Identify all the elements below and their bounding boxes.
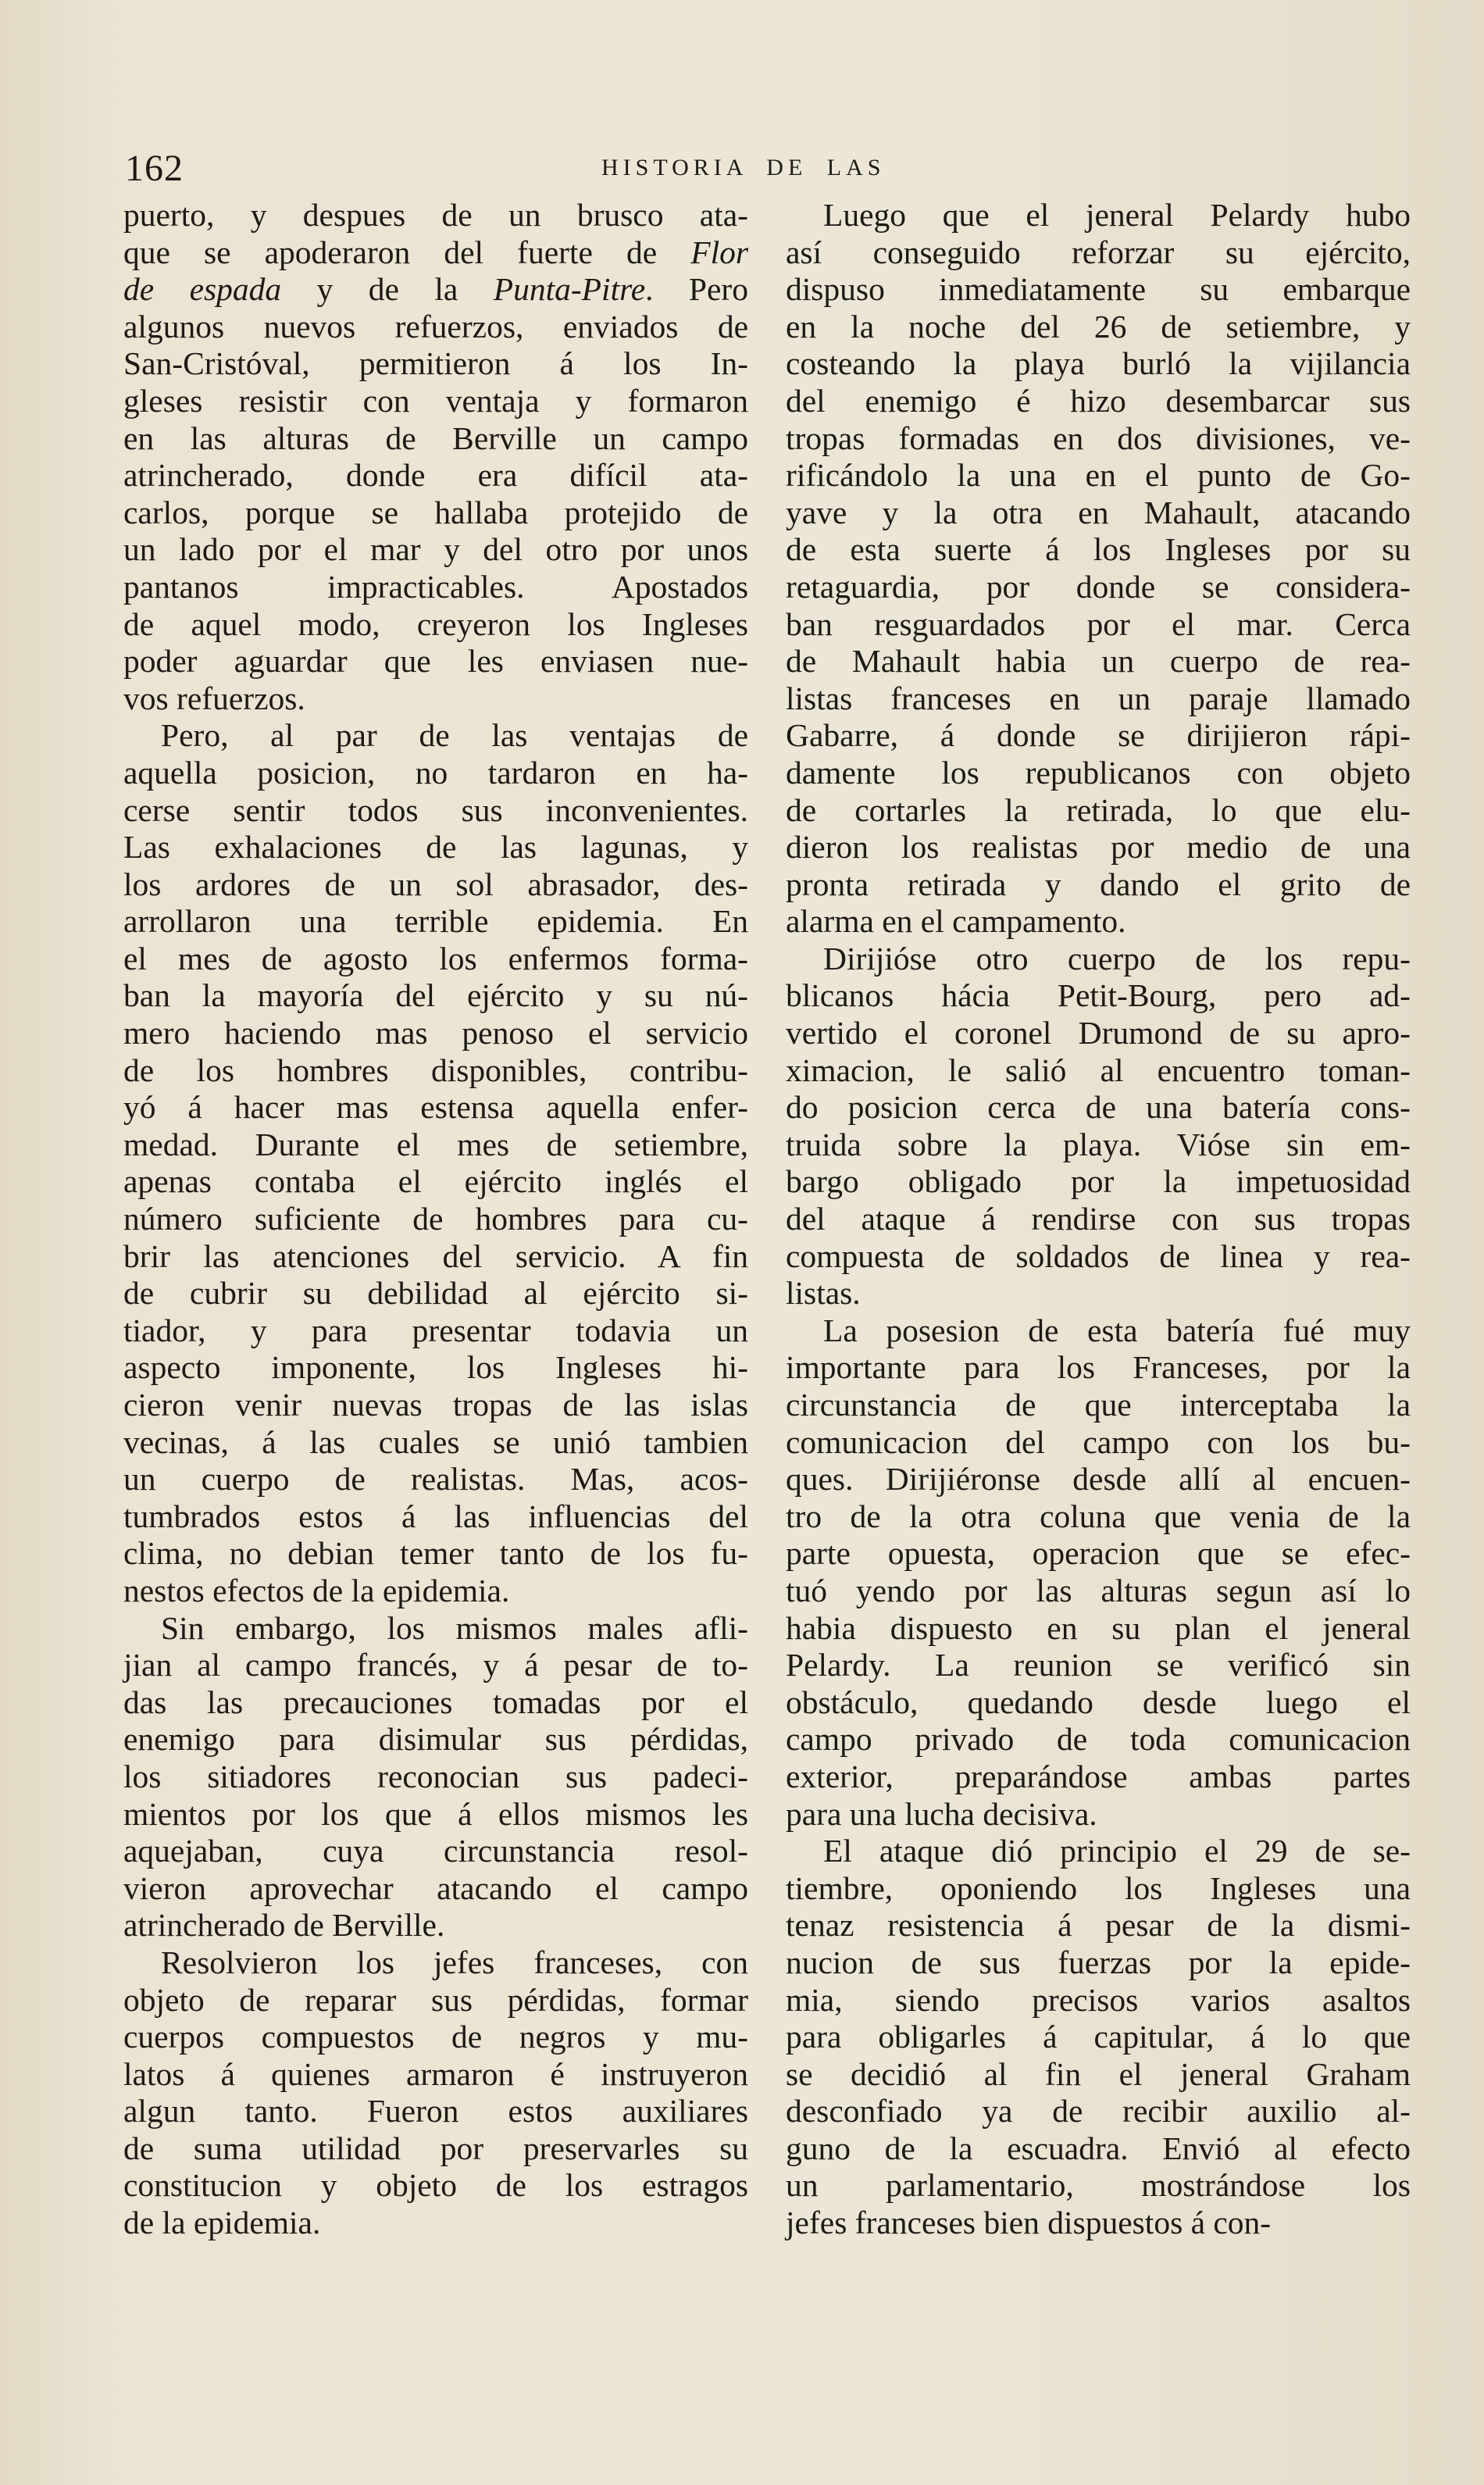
text-line: El ataque dió principio el 29 de se- (823, 1833, 1411, 1869)
text-line: de Mahault habia un cuerpo de rea- (786, 643, 1411, 680)
running-title: HISTORIA DE LAS (601, 155, 886, 180)
text-line: algunos nuevos refuerzos, enviados de (123, 308, 748, 345)
text-line: gleses resistir con ventaja y formaron (123, 382, 748, 419)
left-paragraph (123, 1944, 748, 2242)
text-line: mia, siendo precisos varios asaltos (786, 1981, 1411, 2018)
page-number: 162 (125, 148, 184, 189)
text-line: habia dispuesto en su plan el jeneral (786, 1609, 1411, 1646)
text-line: cieron venir nuevas tropas de las islas (123, 1387, 748, 1423)
text-line: algun tanto. Fueron estos auxiliares (123, 2093, 748, 2130)
text-line: jian al campo francés, y á pesar de to- (123, 1647, 748, 1683)
text-line: un cuerpo de realistas. Mas, acos- (123, 1461, 748, 1498)
text-line: de los hombres disponibles, contribu- (123, 1051, 748, 1088)
text-line: cuerpos compuestos de negros y mu- (123, 2019, 748, 2055)
text-line: importante para los Franceses, por la (786, 1349, 1411, 1386)
text-line: listas. (786, 1275, 861, 1312)
text-line: aquella posicion, no tardaron en ha- (123, 754, 748, 791)
text-line: truida sobre la playa. Vióse sin em- (786, 1126, 1411, 1162)
text-line: nucion de sus fuerzas por la epide- (786, 1944, 1411, 1980)
text-line: tiembre, oponiendo los Ingleses una (786, 1869, 1411, 1906)
text-line: de suma utilidad por preservarles su (123, 2130, 748, 2166)
right-paragraph (786, 1312, 1411, 1833)
text-line: pantanos impracticables. Apostados (123, 568, 748, 605)
text-line: número suficiente de hombres para cu- (123, 1201, 748, 1237)
text-line: que se apoderaron del fuerte de Flor (123, 234, 748, 270)
text-line: objeto de reparar sus pérdidas, formar (123, 1981, 748, 2018)
text-line: tuó yendo por las alturas segun así lo (786, 1572, 1411, 1608)
right-paragraph (786, 197, 1411, 941)
text-line: ques. Dirijiéronse desde allí al encuen- (786, 1461, 1411, 1498)
text-line: yó á hacer mas estensa aquella enfer- (123, 1089, 748, 1126)
text-line: atrincherado, donde era difícil ata- (123, 457, 748, 494)
text-line: alarma en el campamento. (786, 903, 1126, 940)
text-line: desconfiado ya de recibir auxilio al- (786, 2093, 1411, 2130)
text-line: tumbrados estos á las influencias del (123, 1498, 748, 1534)
text-line: bargo obligado por la impetuosidad (786, 1163, 1411, 1200)
text-line: La posesion de esta batería fué muy (823, 1312, 1411, 1348)
text-line: de esta suerte á los Ingleses por su (786, 531, 1411, 568)
left-text-column (123, 197, 748, 2242)
right-paragraph (786, 941, 1411, 1312)
text-line: puerto, y despues de un brusco ata- (123, 197, 748, 233)
text-line: dieron los realistas por medio de una (786, 829, 1411, 866)
text-line: circunstancia de que interceptaba la (786, 1387, 1411, 1423)
text-line: mientos por los que á ellos mismos les (123, 1795, 748, 1832)
text-line: latos á quienes armaron é instruyeron (123, 2055, 748, 2092)
right-text-column (786, 197, 1411, 2242)
text-line: enemigo para disimular sus pérdidas, (123, 1721, 748, 1758)
right-paragraph (786, 1833, 1411, 2242)
text-line: comunicacion del campo con los bu- (786, 1423, 1411, 1460)
text-line: tro de la otra coluna que venia de la (786, 1498, 1411, 1534)
text-line: jefes franceses bien dispuestos á con- (786, 2205, 1272, 2241)
text-line: de aquel modo, creyeron los Ingleses (123, 605, 748, 642)
text-line: en la noche del 26 de setiembre, y (786, 308, 1411, 345)
text-line: apenas contaba el ejército inglés el (123, 1163, 748, 1200)
text-line: Luego que el jeneral Pelardy hubo (823, 197, 1411, 233)
text-line: medad. Durante el mes de setiembre, (123, 1126, 748, 1162)
text-line: de la epidemia. (123, 2205, 321, 2241)
text-line: parte opuesta, operacion que se efec- (786, 1535, 1411, 1572)
text-line: costeando la playa burló la vijilancia (786, 345, 1411, 382)
text-line: ximacion, le salió al encuentro toman- (786, 1051, 1411, 1088)
text-line: los ardores de un sol abrasador, des- (123, 866, 748, 902)
text-line: Gabarre, á donde se dirijieron rápi- (786, 717, 1411, 754)
text-line: del enemigo é hizo desembarcar sus (786, 382, 1411, 419)
text-line: San-Cristóval, permitieron á los In- (123, 345, 748, 382)
text-line: del ataque á rendirse con sus tropas (786, 1201, 1411, 1237)
text-line: vos refuerzos. (123, 680, 305, 716)
text-line: Pero, al par de las ventajas de (161, 717, 748, 754)
text-line: pronta retirada y dando el grito de (786, 866, 1411, 902)
text-line: de espada y de la Punta-Pitre. Pero (123, 271, 748, 308)
text-line: damente los republicanos con objeto (786, 754, 1411, 791)
text-line: un parlamentario, mostrándose los (786, 2167, 1411, 2204)
left-paragraph (123, 1610, 748, 1944)
text-line: exterior, preparándose ambas partes (786, 1758, 1411, 1794)
text-line: aspecto imponente, los Ingleses hi- (123, 1349, 748, 1386)
text-line: para obligarles á capitular, á lo que (786, 2019, 1411, 2055)
text-line: Sin embargo, los mismos males afli- (161, 1609, 748, 1646)
text-line: el mes de agosto los enfermos forma- (123, 940, 748, 977)
text-line: vertido el coronel Drumond de su apro- (786, 1015, 1411, 1051)
text-line: blicanos hácia Petit-Bourg, pero ad- (786, 977, 1411, 1014)
text-line: tropas formadas en dos divisiones, ve- (786, 420, 1411, 456)
text-line: vieron aprovechar atacando el campo (123, 1869, 748, 1906)
text-line: rificándolo la una en el punto de Go- (786, 457, 1411, 494)
text-line: yave y la otra en Mahault, atacando (786, 494, 1411, 530)
text-line: cerse sentir todos sus inconvenientes. (123, 791, 748, 828)
text-line: mero haciendo mas penoso el servicio (123, 1015, 748, 1051)
text-line: vecinas, á las cuales se unió tambien (123, 1423, 748, 1460)
text-line: arrollaron una terrible epidemia. En (123, 903, 748, 940)
text-line: se decidió al fin el jeneral Graham (786, 2055, 1411, 2092)
text-line: los sitiadores reconocian sus padeci- (123, 1758, 748, 1794)
text-line: clima, no debian temer tanto de los fu- (123, 1535, 748, 1572)
text-line: carlos, porque se hallaba protejido de (123, 494, 748, 530)
text-line: Las exhalaciones de las lagunas, y (123, 829, 748, 866)
text-line: listas franceses en un paraje llamado (786, 680, 1411, 716)
text-line: nestos efectos de la epidemia. (123, 1572, 510, 1608)
text-line: aquejaban, cuya circunstancia resol- (123, 1833, 748, 1869)
text-line: así conseguido reforzar su ejército, (786, 234, 1411, 270)
page-header (125, 147, 1414, 194)
text-line: atrincherado de Berville. (123, 1907, 445, 1944)
text-line: brir las atenciones del servicio. A fin (123, 1237, 748, 1274)
text-line: guno de la escuadra. Envió al efecto (786, 2130, 1411, 2166)
text-line: Pelardy. La reunion se verificó sin (786, 1647, 1411, 1683)
text-line: dispuso inmediatamente su embarque (786, 271, 1411, 308)
text-line: tenaz resistencia á pesar de la dismi- (786, 1907, 1411, 1944)
text-line: de cortarles la retirada, lo que elu- (786, 791, 1411, 828)
text-line: retaguardia, por donde se considera- (786, 568, 1411, 605)
text-line: tiador, y para presentar todavia un (123, 1312, 748, 1348)
left-paragraph (123, 197, 748, 717)
text-line: Dirijióse otro cuerpo de los repu- (823, 940, 1411, 977)
text-line: compuesta de soldados de linea y rea- (786, 1237, 1411, 1274)
text-line: poder aguardar que les enviasen nue- (123, 643, 748, 680)
text-line: campo privado de toda comunicacion (786, 1721, 1411, 1758)
text-line: de cubrir su debilidad al ejército si- (123, 1275, 748, 1312)
text-line: un lado por el mar y del otro por unos (123, 531, 748, 568)
text-line: ban resguardados por el mar. Cerca (786, 605, 1411, 642)
text-line: ban la mayoría del ejército y su nú- (123, 977, 748, 1014)
text-line: do posicion cerca de una batería cons- (786, 1089, 1411, 1126)
text-line: en las alturas de Berville un campo (123, 420, 748, 456)
text-line: para una lucha decisiva. (786, 1795, 1097, 1832)
text-line: obstáculo, quedando desde luego el (786, 1683, 1411, 1720)
text-line: Resolvieron los jefes franceses, con (161, 1944, 748, 1980)
text-line: constitucion y objeto de los estragos (123, 2167, 748, 2204)
text-line: das las precauciones tomadas por el (123, 1683, 748, 1720)
left-paragraph (123, 717, 748, 1609)
